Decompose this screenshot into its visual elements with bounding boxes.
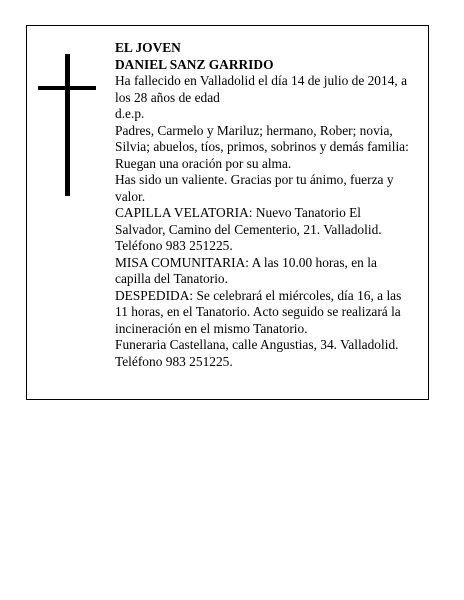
notice-line: Teléfono 983 251225. <box>115 353 233 369</box>
notice-prefix: EL JOVEN <box>115 40 181 55</box>
notice-line: DESPEDIDA: Se celebrará el miércoles, día 16, a las <box>115 287 402 303</box>
notice-line: los 28 años de edad <box>115 89 220 105</box>
cross-icon <box>38 54 96 196</box>
notice-line: Silvia; abuelos, tíos, primos, sobrinos y demás familia: <box>115 139 409 154</box>
notice-line: CAPILLA VELATORIA: Nuevo Tanatorio El <box>115 205 362 220</box>
cross-vertical-bar <box>65 54 70 196</box>
notice-line: 11 horas, en el Tanatorio. Acto seguido se realizará la <box>115 304 401 319</box>
notice-line: valor. <box>115 188 146 204</box>
notice-line: Padres, Carmelo y Mariluz; hermano, Rober; novia, <box>115 122 393 138</box>
notice-line: Ha fallecido en Valladolid el día 14 de julio de 2014, a <box>115 73 408 88</box>
notice-line: d.e.p. <box>115 106 145 121</box>
notice-line: capilla del Tanatorio. <box>115 271 228 286</box>
notice-line: incineración en el mismo Tanatorio. <box>115 320 308 336</box>
cross-horizontal-bar <box>38 86 96 90</box>
notice-line: Funeraria Castellana, calle Angustias, 34. Valladolid. <box>115 337 399 352</box>
notice-line: Teléfono 983 251225. <box>115 238 233 253</box>
notice-line: MISA COMUNITARIA: A las 10.00 horas, en la <box>115 254 377 270</box>
notice-text <box>115 40 420 370</box>
notice-line: Salvador, Camino del Cementerio, 21. Valladolid. <box>115 221 382 237</box>
notice-line: Has sido un valiente. Gracias por tu ánimo, fuerza y <box>115 172 394 187</box>
deceased-name: DANIEL SANZ GARRIDO <box>115 56 274 72</box>
notice-line: Ruegan una oración por su alma. <box>115 155 292 171</box>
